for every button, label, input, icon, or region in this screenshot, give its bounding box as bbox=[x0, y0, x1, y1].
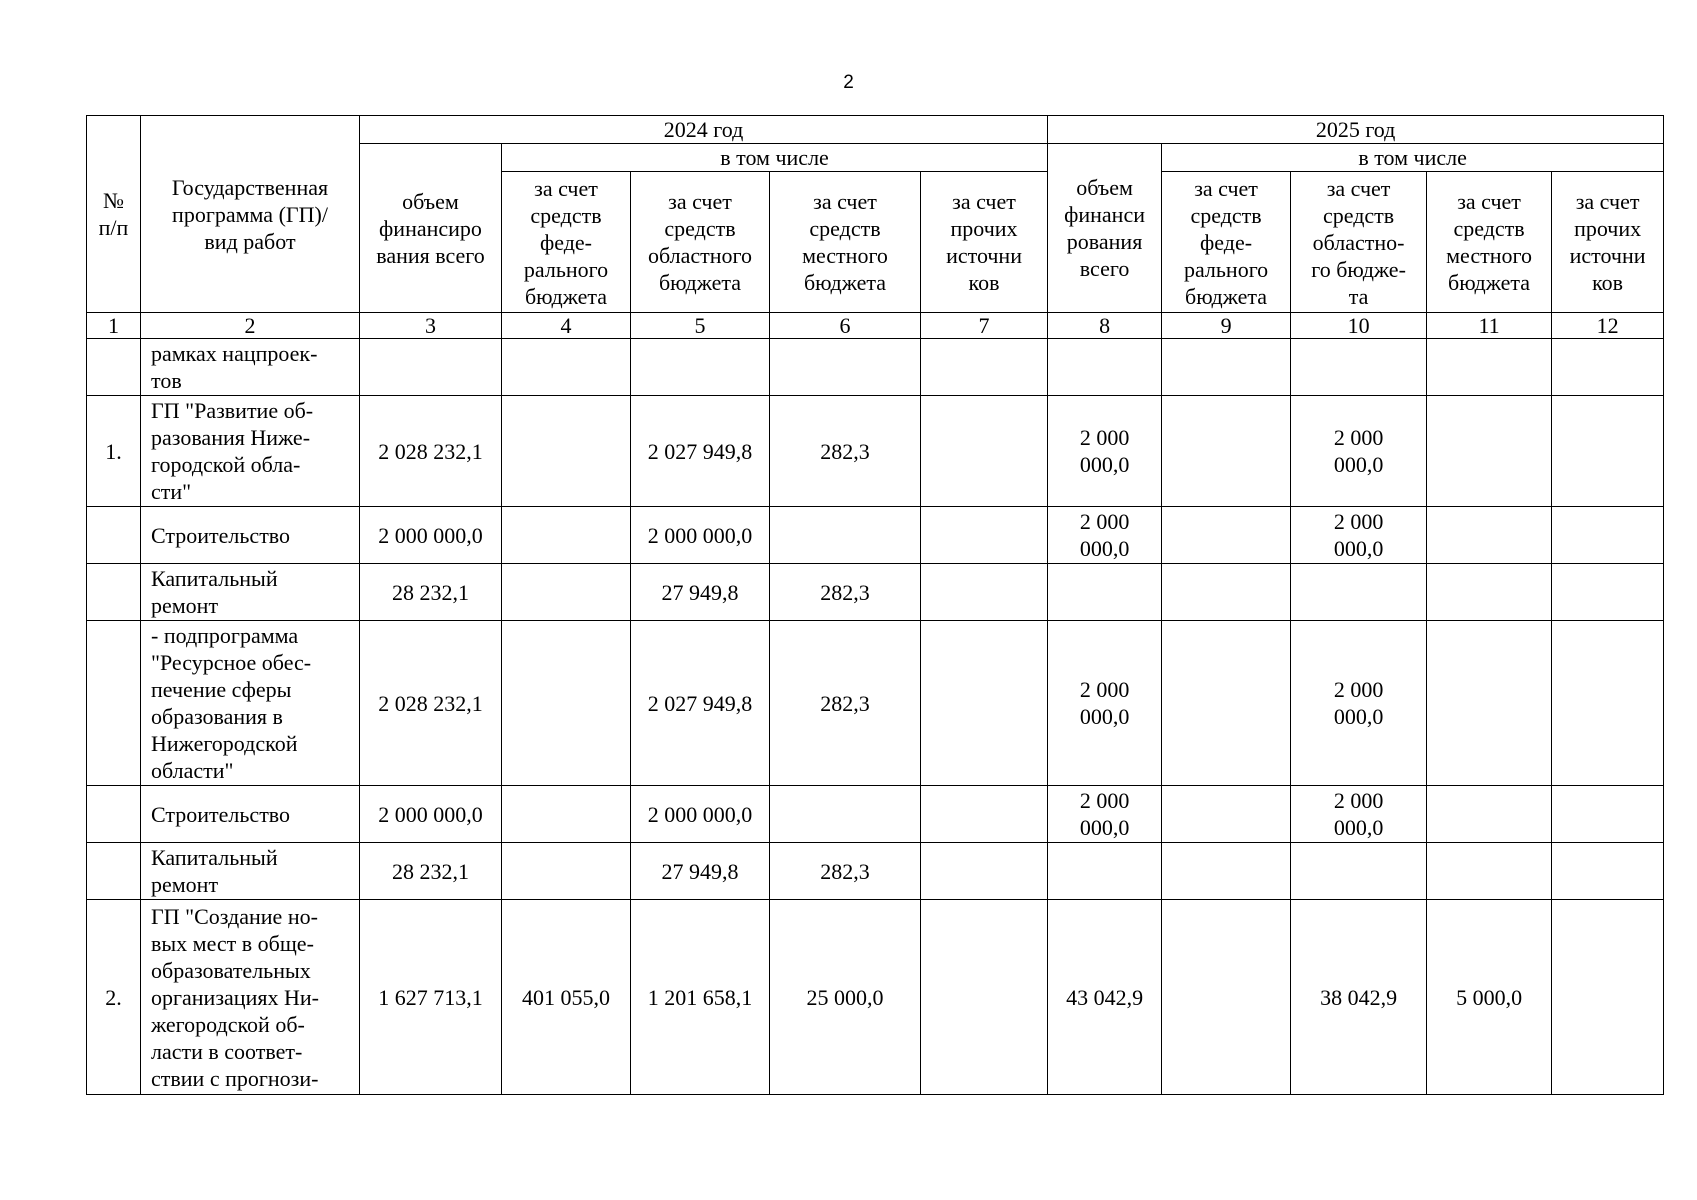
regional-2024-cell: 27 949,8 bbox=[631, 843, 770, 900]
header-row-years bbox=[87, 116, 1664, 144]
local-2025-cell bbox=[1427, 339, 1552, 396]
regional-2024-cell: 2 000 000,0 bbox=[631, 507, 770, 564]
other-2024-cell bbox=[921, 339, 1048, 396]
header-other-2025: за счет прочих источни ков bbox=[1552, 172, 1664, 313]
local-2024-cell: 282,3 bbox=[770, 564, 921, 621]
other-2025-cell bbox=[1552, 507, 1664, 564]
total-2024-cell: 2 000 000,0 bbox=[360, 786, 502, 843]
row-number-cell bbox=[87, 843, 141, 900]
table-row bbox=[87, 507, 1664, 564]
federal-2024-cell bbox=[502, 339, 631, 396]
row-number-cell bbox=[87, 507, 141, 564]
other-2024-cell bbox=[921, 396, 1048, 507]
row-number-cell bbox=[87, 621, 141, 786]
column-number: 5 bbox=[631, 313, 770, 339]
local-2025-cell bbox=[1427, 621, 1552, 786]
table-row bbox=[87, 339, 1664, 396]
other-2025-cell bbox=[1552, 396, 1664, 507]
header-including-2024: в том числе bbox=[502, 144, 1048, 172]
column-number: 11 bbox=[1427, 313, 1552, 339]
header-year-2025: 2025 год bbox=[1048, 116, 1664, 144]
row-name-cell: Строительство bbox=[141, 786, 360, 843]
total-2025-cell: 43 042,9 bbox=[1048, 900, 1162, 1095]
header-regional-2024: за счет средств областного бюджета bbox=[631, 172, 770, 313]
total-2024-cell: 28 232,1 bbox=[360, 564, 502, 621]
federal-2024-cell bbox=[502, 621, 631, 786]
column-number: 12 bbox=[1552, 313, 1664, 339]
regional-2025-cell bbox=[1291, 564, 1427, 621]
column-number: 2 bbox=[141, 313, 360, 339]
total-2024-cell: 2 028 232,1 bbox=[360, 396, 502, 507]
other-2024-cell bbox=[921, 507, 1048, 564]
header-num: № п/п bbox=[87, 116, 141, 313]
other-2025-cell bbox=[1552, 564, 1664, 621]
local-2024-cell: 282,3 bbox=[770, 396, 921, 507]
federal-2024-cell bbox=[502, 843, 631, 900]
total-2025-cell: 2 000 000,0 bbox=[1048, 786, 1162, 843]
federal-2024-cell bbox=[502, 396, 631, 507]
header-total-2024: объем финансиро вания всего bbox=[360, 144, 502, 313]
table-row bbox=[87, 843, 1664, 900]
local-2025-cell: 5 000,0 bbox=[1427, 900, 1552, 1095]
header-other-2024: за счет прочих источни ков bbox=[921, 172, 1048, 313]
federal-2025-cell bbox=[1162, 339, 1291, 396]
other-2025-cell bbox=[1552, 621, 1664, 786]
federal-2024-cell bbox=[502, 786, 631, 843]
local-2024-cell bbox=[770, 786, 921, 843]
row-name-cell: Капитальный ремонт bbox=[141, 843, 360, 900]
column-number: 1 bbox=[87, 313, 141, 339]
other-2025-cell bbox=[1552, 786, 1664, 843]
row-number-cell: 2. bbox=[87, 900, 141, 1095]
header-total-2025: объем финанси рования всего bbox=[1048, 144, 1162, 313]
row-number-cell: 1. bbox=[87, 396, 141, 507]
column-number: 9 bbox=[1162, 313, 1291, 339]
regional-2025-cell: 2 000 000,0 bbox=[1291, 396, 1427, 507]
column-number: 10 bbox=[1291, 313, 1427, 339]
table-row bbox=[87, 786, 1664, 843]
federal-2025-cell bbox=[1162, 900, 1291, 1095]
row-name-cell: рамках нацпроек- тов bbox=[141, 339, 360, 396]
local-2025-cell bbox=[1427, 843, 1552, 900]
total-2024-cell: 2 000 000,0 bbox=[360, 507, 502, 564]
regional-2024-cell: 2 027 949,8 bbox=[631, 396, 770, 507]
regional-2024-cell bbox=[631, 339, 770, 396]
total-2025-cell: 2 000 000,0 bbox=[1048, 396, 1162, 507]
column-number: 4 bbox=[502, 313, 631, 339]
federal-2025-cell bbox=[1162, 507, 1291, 564]
federal-2025-cell bbox=[1162, 786, 1291, 843]
other-2024-cell bbox=[921, 900, 1048, 1095]
local-2025-cell bbox=[1427, 786, 1552, 843]
local-2024-cell bbox=[770, 339, 921, 396]
regional-2025-cell: 38 042,9 bbox=[1291, 900, 1427, 1095]
column-number: 6 bbox=[770, 313, 921, 339]
header-local-2025: за счет средств местного бюджета bbox=[1427, 172, 1552, 313]
other-2025-cell bbox=[1552, 339, 1664, 396]
header-federal-2025: за счет средств феде- рального бюджета bbox=[1162, 172, 1291, 313]
local-2024-cell: 282,3 bbox=[770, 621, 921, 786]
header-program: Государственная программа (ГП)/ вид работ bbox=[141, 116, 360, 313]
regional-2025-cell bbox=[1291, 843, 1427, 900]
header-regional-2025: за счет средств областно- го бюдже- та bbox=[1291, 172, 1427, 313]
total-2025-cell: 2 000 000,0 bbox=[1048, 621, 1162, 786]
table-row bbox=[87, 564, 1664, 621]
total-2024-cell: 28 232,1 bbox=[360, 843, 502, 900]
total-2025-cell: 2 000 000,0 bbox=[1048, 507, 1162, 564]
row-name-cell: Капитальный ремонт bbox=[141, 564, 360, 621]
other-2024-cell bbox=[921, 564, 1048, 621]
row-number-cell bbox=[87, 786, 141, 843]
federal-2024-cell bbox=[502, 564, 631, 621]
federal-2025-cell bbox=[1162, 396, 1291, 507]
regional-2025-cell bbox=[1291, 339, 1427, 396]
local-2024-cell bbox=[770, 507, 921, 564]
total-2024-cell: 2 028 232,1 bbox=[360, 621, 502, 786]
header-year-2024: 2024 год bbox=[360, 116, 1048, 144]
other-2024-cell bbox=[921, 621, 1048, 786]
local-2025-cell bbox=[1427, 396, 1552, 507]
row-name-cell: ГП "Развитие об- разования Ниже- городской обла- сти" bbox=[141, 396, 360, 507]
row-name-cell: ГП "Создание но- вых мест в обще- образовательных организациях Ни- жегородской об- ласти в соответ- ствии с прогнози- bbox=[141, 900, 360, 1095]
federal-2024-cell bbox=[502, 507, 631, 564]
regional-2024-cell: 27 949,8 bbox=[631, 564, 770, 621]
other-2024-cell bbox=[921, 786, 1048, 843]
table-row bbox=[87, 396, 1664, 507]
regional-2025-cell: 2 000 000,0 bbox=[1291, 786, 1427, 843]
header-federal-2024: за счет средств феде- рального бюджета bbox=[502, 172, 631, 313]
other-2024-cell bbox=[921, 843, 1048, 900]
local-2025-cell bbox=[1427, 564, 1552, 621]
regional-2024-cell: 2 000 000,0 bbox=[631, 786, 770, 843]
other-2025-cell bbox=[1552, 900, 1664, 1095]
total-2025-cell bbox=[1048, 564, 1162, 621]
total-2025-cell bbox=[1048, 843, 1162, 900]
regional-2025-cell: 2 000 000,0 bbox=[1291, 507, 1427, 564]
row-number-cell bbox=[87, 564, 141, 621]
financing-table bbox=[86, 115, 1664, 1095]
local-2025-cell bbox=[1427, 507, 1552, 564]
total-2025-cell bbox=[1048, 339, 1162, 396]
federal-2025-cell bbox=[1162, 564, 1291, 621]
table-row bbox=[87, 900, 1664, 1095]
local-2024-cell: 25 000,0 bbox=[770, 900, 921, 1095]
table-row bbox=[87, 621, 1664, 786]
total-2024-cell bbox=[360, 339, 502, 396]
total-2024-cell: 1 627 713,1 bbox=[360, 900, 502, 1095]
other-2025-cell bbox=[1552, 843, 1664, 900]
federal-2025-cell bbox=[1162, 843, 1291, 900]
column-number-row bbox=[87, 313, 1664, 339]
column-number: 8 bbox=[1048, 313, 1162, 339]
federal-2025-cell bbox=[1162, 621, 1291, 786]
federal-2024-cell: 401 055,0 bbox=[502, 900, 631, 1095]
column-number: 3 bbox=[360, 313, 502, 339]
local-2024-cell: 282,3 bbox=[770, 843, 921, 900]
row-name-cell: Строительство bbox=[141, 507, 360, 564]
header-local-2024: за счет средств местного бюджета bbox=[770, 172, 921, 313]
header-including-2025: в том числе bbox=[1162, 144, 1664, 172]
regional-2024-cell: 1 201 658,1 bbox=[631, 900, 770, 1095]
regional-2025-cell: 2 000 000,0 bbox=[1291, 621, 1427, 786]
page-number: 2 bbox=[843, 72, 854, 93]
regional-2024-cell: 2 027 949,8 bbox=[631, 621, 770, 786]
row-number-cell bbox=[87, 339, 141, 396]
column-number: 7 bbox=[921, 313, 1048, 339]
row-name-cell: - подпрограмма "Ресурсное обес- печение сферы образования в Нижегородской области" bbox=[141, 621, 360, 786]
